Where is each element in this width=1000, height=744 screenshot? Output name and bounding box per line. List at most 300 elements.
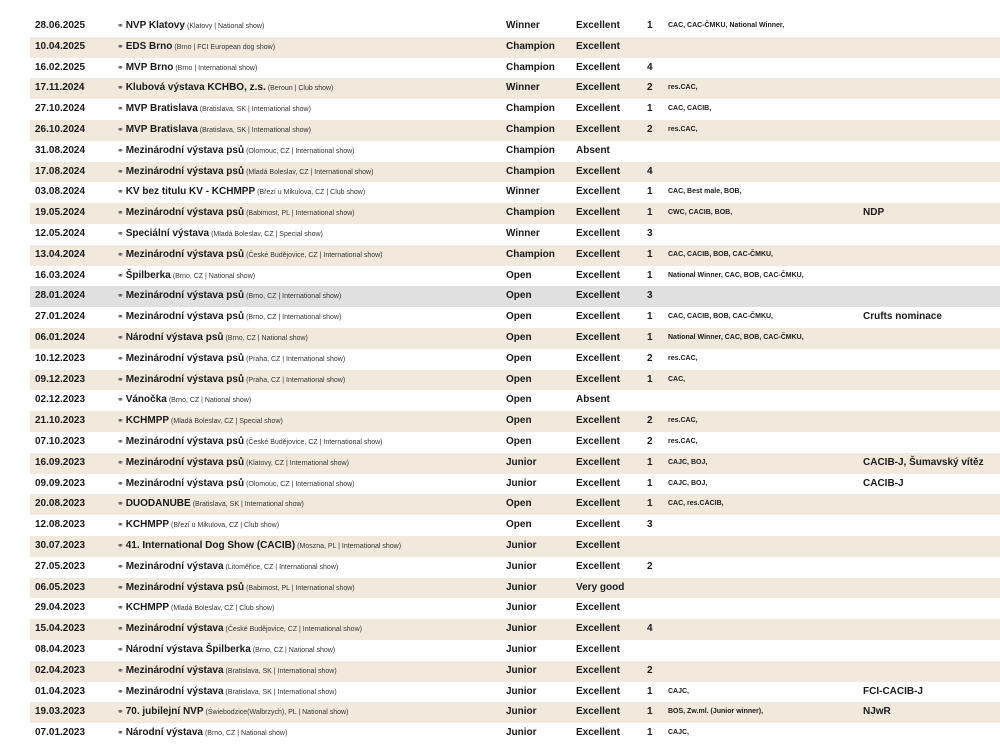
table-row [30, 37, 1000, 58]
link-icon[interactable]: ⚭ [117, 41, 123, 51]
show-name-link[interactable]: Mezinárodní výstava psů [125, 290, 245, 302]
rating-label: Absent [576, 144, 610, 156]
link-icon[interactable]: ⚭ [117, 582, 123, 592]
show-date: 06.05.2023 [35, 581, 86, 593]
show-cell [117, 474, 502, 495]
show-date: 09.12.2023 [35, 373, 86, 385]
table-row [30, 328, 1000, 349]
show-name-link[interactable]: KCHMPP [125, 519, 170, 531]
rating-label: Excellent [576, 20, 620, 31]
show-date: 06.01.2024 [35, 331, 86, 343]
table-row [30, 661, 1000, 682]
class-label: Champion [506, 165, 555, 177]
titles-awarded: National Winner, CAC, BOB, CAC-ČMKU, [668, 271, 804, 279]
show-location-type: (Brno, CZ | National show) [168, 397, 252, 405]
link-icon[interactable]: ⚭ [117, 291, 123, 301]
link-icon[interactable]: ⚭ [117, 395, 123, 405]
show-cell [117, 78, 502, 99]
titles-awarded: res.CAC, [668, 354, 698, 362]
show-name-link[interactable]: Mezinárodní výstava psů [125, 165, 245, 177]
show-name-link[interactable]: Mezinárodní výstava psů [125, 435, 245, 447]
show-cell [117, 349, 502, 370]
class-label: Champion [506, 123, 555, 135]
link-icon[interactable]: ⚭ [117, 228, 123, 238]
placement: 1 [647, 456, 653, 468]
show-location-type: (Klatovy, CZ | International show) [246, 459, 349, 467]
show-cell [117, 702, 502, 723]
show-cell [117, 494, 502, 515]
class-label: Junior [506, 664, 537, 676]
table-row [30, 682, 1000, 703]
class-label: Junior [506, 706, 537, 718]
show-location-type: (Bratislava, SK | International show) [192, 501, 304, 509]
class-label: Open [506, 269, 532, 281]
rating-label: Very good [576, 581, 625, 593]
link-icon[interactable]: ⚭ [117, 166, 123, 176]
show-date: 07.01.2023 [35, 727, 86, 739]
class-label: Open [506, 352, 532, 364]
class-label: Junior [506, 539, 537, 551]
show-name-link[interactable]: Mezinárodní výstava psů [125, 581, 245, 593]
table-row [30, 370, 1000, 391]
table-row [30, 536, 1000, 557]
show-name-link[interactable]: Mezinárodní výstava psů [125, 477, 245, 489]
show-cell [117, 640, 502, 661]
show-cell [117, 203, 502, 224]
class-label: Open [506, 435, 532, 447]
rating-label: Excellent [576, 290, 620, 302]
table-row [30, 432, 1000, 453]
link-icon[interactable]: ⚭ [117, 21, 123, 30]
class-label: Open [506, 519, 532, 531]
titles-awarded: CAJC, [668, 729, 690, 737]
show-location-type: (Brno, CZ | International show) [246, 314, 342, 322]
link-icon[interactable]: ⚭ [117, 686, 123, 696]
show-cell [117, 182, 502, 203]
table-row [30, 702, 1000, 723]
table-row [30, 58, 1000, 79]
rating-label: Excellent [576, 560, 620, 572]
show-date: 17.08.2024 [35, 165, 86, 177]
link-icon[interactable]: ⚭ [117, 478, 123, 488]
class-label: Winner [506, 186, 540, 198]
placement: 2 [647, 415, 653, 427]
rating-label: Excellent [576, 539, 620, 551]
table-row [30, 141, 1000, 162]
class-label: Junior [506, 477, 537, 489]
show-name-link[interactable]: Mezinárodní výstava [125, 623, 224, 635]
rating-label: Excellent [576, 623, 620, 635]
show-cell [117, 536, 502, 557]
show-date: 28.01.2024 [35, 290, 86, 302]
rating-label: Excellent [576, 123, 620, 135]
link-icon[interactable]: ⚭ [117, 499, 123, 509]
rating-label: Excellent [576, 165, 620, 177]
show-cell [117, 411, 502, 432]
link-icon[interactable]: ⚭ [117, 707, 123, 717]
show-date: 27.01.2024 [35, 311, 86, 323]
show-cell [117, 515, 502, 536]
titles-awarded: CAJC, BOJ, [668, 479, 708, 487]
special-award: NJwR [863, 706, 891, 718]
link-icon[interactable]: ⚭ [117, 374, 123, 384]
show-location-type: (Mladá Boleslav, CZ | Special show) [211, 230, 323, 238]
show-name-link[interactable]: Mezinárodní výstava [125, 664, 224, 676]
placement: 3 [647, 227, 653, 239]
show-cell [117, 99, 502, 120]
table-row [30, 453, 1000, 474]
class-label: Junior [506, 727, 537, 739]
titles-awarded: res.CAC, [668, 84, 698, 92]
show-location-type: (Babimost, PL | International show) [246, 210, 355, 218]
show-name-link[interactable]: Mezinárodní výstava psů [125, 373, 245, 385]
class-label: Junior [506, 623, 537, 635]
placement: 4 [647, 61, 653, 73]
show-date: 10.04.2025 [35, 40, 86, 52]
show-location-type: (České Budějovice, CZ | International show) [246, 251, 383, 259]
titles-awarded: CAC, res.CACIB, [668, 500, 724, 508]
show-name-link[interactable]: MVP Bratislava [125, 123, 198, 135]
show-name-link[interactable]: Klubová výstava KCHBO, z.s. [125, 82, 266, 94]
link-icon[interactable]: ⚭ [117, 124, 123, 134]
show-cell [117, 37, 502, 58]
show-name-link[interactable]: Mezinárodní výstava psů [125, 207, 245, 219]
show-location-type: (Brno | FCI European dog show) [174, 43, 276, 51]
table-row [30, 266, 1000, 287]
show-name-link[interactable]: Národní výstava psů [125, 331, 224, 343]
show-date: 26.10.2024 [35, 123, 86, 135]
rating-label: Excellent [576, 415, 620, 427]
show-date: 17.11.2024 [35, 82, 85, 94]
show-date: 12.05.2024 [35, 227, 86, 239]
link-icon[interactable]: ⚭ [117, 644, 123, 654]
table-row [30, 224, 1000, 245]
link-icon[interactable]: ⚭ [117, 208, 123, 218]
placement: 2 [647, 123, 653, 135]
link-icon[interactable]: ⚭ [117, 83, 123, 93]
link-icon[interactable]: ⚭ [117, 436, 123, 446]
placement: 1 [647, 20, 653, 31]
link-icon[interactable]: ⚭ [117, 353, 123, 363]
show-name-link[interactable]: Speciální výstava [125, 227, 210, 239]
placement: 2 [647, 82, 653, 94]
show-location-type: (Bratislava, SK | International show) [225, 688, 337, 696]
link-icon[interactable]: ⚭ [117, 249, 123, 259]
show-name-link[interactable]: 41. International Dog Show (CACIB) [125, 539, 296, 551]
show-date: 19.05.2024 [35, 207, 86, 219]
link-icon[interactable]: ⚭ [117, 728, 123, 738]
link-icon[interactable]: ⚭ [117, 187, 123, 197]
show-location-type: (Mladá Boleslav, CZ | Special show) [171, 418, 283, 426]
rating-label: Absent [576, 394, 610, 406]
link-icon[interactable]: ⚭ [117, 145, 123, 155]
class-label: Open [506, 394, 532, 406]
show-location-type: (Březí u Mikulova, CZ | Club show) [257, 189, 366, 197]
show-name-link[interactable]: MVP Bratislava [125, 103, 198, 115]
show-location-type: (Litoměřice, CZ | International show) [225, 563, 339, 571]
rating-label: Excellent [576, 248, 620, 260]
rating-label: Excellent [576, 602, 620, 614]
class-label: Junior [506, 581, 537, 593]
special-award: Crufts nominace [863, 311, 942, 323]
show-date: 15.04.2023 [35, 623, 86, 635]
show-location-type: (Beroun | Club show) [267, 85, 334, 93]
show-date: 16.02.2025 [35, 61, 86, 73]
titles-awarded: CWC, CACIB, BOB, [668, 209, 733, 217]
link-icon[interactable]: ⚭ [117, 603, 123, 613]
link-icon[interactable]: ⚭ [117, 540, 123, 550]
show-name-link[interactable]: Národní výstava [125, 727, 203, 739]
class-label: Open [506, 290, 532, 302]
table-row [30, 557, 1000, 578]
placement: 1 [647, 727, 653, 739]
link-icon[interactable]: ⚭ [117, 416, 123, 426]
rating-label: Excellent [576, 82, 620, 94]
show-date: 07.10.2023 [35, 435, 86, 447]
table-row [30, 349, 1000, 370]
table-row [30, 182, 1000, 203]
show-date: 02.12.2023 [35, 394, 86, 406]
show-location-type: (Olomouc, CZ | International show) [246, 147, 355, 155]
placement: 2 [647, 664, 653, 676]
rating-label: Excellent [576, 227, 620, 239]
titles-awarded: CAC, CAC-ČMKU, National Winner, [668, 22, 785, 29]
show-date: 01.04.2023 [35, 685, 86, 697]
class-label: Junior [506, 602, 537, 614]
rating-label: Excellent [576, 61, 620, 73]
show-location-type: (České Budějovice, CZ | International show) [246, 438, 383, 446]
show-location-type: (Klatovy | National show) [187, 23, 265, 30]
class-label: Champion [506, 248, 555, 260]
placement: 2 [647, 352, 653, 364]
show-location-type: (Bratislava, SK | International show) [199, 126, 311, 134]
link-icon[interactable]: ⚭ [117, 270, 123, 280]
show-name-link[interactable]: Mezinárodní výstava psů [125, 248, 245, 260]
class-label: Open [506, 331, 532, 343]
titles-awarded: CAC, CACIB, BOB, CAC-ČMKU, [668, 250, 773, 258]
placement: 3 [647, 290, 653, 302]
rating-label: Excellent [576, 40, 620, 52]
rating-label: Excellent [576, 331, 620, 343]
table-row [30, 640, 1000, 661]
show-date: 09.09.2023 [35, 477, 86, 489]
placement: 1 [647, 248, 653, 260]
link-icon[interactable]: ⚭ [117, 624, 123, 634]
rating-label: Excellent [576, 311, 620, 323]
titles-awarded: National Winner, CAC, BOB, CAC-ČMKU, [668, 333, 804, 341]
show-location-type: (Bratislava, SK | International show) [199, 106, 311, 114]
placement: 2 [647, 560, 653, 572]
show-name-link[interactable]: Mezinárodní výstava psů [125, 144, 245, 156]
show-results-table [30, 16, 1000, 744]
titles-awarded: res.CAC, [668, 417, 698, 425]
titles-awarded: CAC, [668, 375, 686, 383]
rating-label: Excellent [576, 435, 620, 447]
class-label: Open [506, 415, 532, 427]
show-cell [117, 682, 502, 703]
table-row [30, 203, 1000, 224]
placement: 1 [647, 498, 653, 510]
show-date: 08.04.2023 [35, 643, 86, 655]
class-label: Junior [506, 643, 537, 655]
class-label: Champion [506, 103, 555, 115]
class-label: Champion [506, 144, 555, 156]
show-location-type: (Brno, CZ | National show) [204, 730, 288, 738]
show-location-type: (Brno, CZ | National show) [172, 272, 256, 280]
special-award: CACIB-J, Šumavský vítěz [863, 456, 984, 468]
show-cell [117, 245, 502, 266]
table-row [30, 515, 1000, 536]
special-award: NDP [863, 207, 885, 219]
table-row [30, 307, 1000, 328]
show-location-type: (Mladá Boleslav, CZ | International show) [246, 168, 374, 176]
class-label: Open [506, 373, 532, 385]
table-row [30, 723, 1000, 744]
show-cell [117, 162, 502, 183]
show-name-link[interactable]: Vánočka [125, 394, 167, 406]
show-name-link[interactable]: Mezinárodní výstava psů [125, 456, 245, 468]
placement: 1 [647, 269, 653, 281]
placement: 1 [647, 207, 653, 219]
show-date: 19.03.2023 [35, 706, 86, 718]
show-name-link[interactable]: Špilberka [125, 269, 171, 281]
rating-label: Excellent [576, 186, 620, 198]
placement: 1 [647, 103, 653, 115]
table-row [30, 598, 1000, 619]
special-award: CACIB-J [863, 477, 904, 489]
show-location-type: (Świebodzice(Walbrzych), PL | National show) [205, 709, 349, 717]
show-location-type: (Moszna, PL | International show) [297, 542, 402, 550]
show-date: 30.07.2023 [35, 539, 86, 551]
table-row [30, 411, 1000, 432]
show-cell [117, 141, 502, 162]
show-name-link[interactable]: KCHMPP [125, 602, 170, 614]
placement: 3 [647, 519, 653, 531]
placement: 1 [647, 685, 653, 697]
titles-awarded: CAC, CACIB, [668, 105, 712, 113]
show-location-type: (Brno, CZ | National show) [252, 646, 336, 654]
show-date: 16.09.2023 [35, 456, 86, 468]
show-cell [117, 619, 502, 640]
placement: 1 [647, 706, 653, 718]
rating-label: Excellent [576, 664, 620, 676]
link-icon[interactable]: ⚭ [117, 104, 123, 114]
show-cell [117, 432, 502, 453]
show-name-link[interactable]: Mezinárodní výstava psů [125, 311, 245, 323]
class-label: Champion [506, 40, 555, 52]
table-row [30, 120, 1000, 141]
show-cell [117, 16, 502, 37]
table-row [30, 245, 1000, 266]
show-date: 31.08.2024 [35, 144, 86, 156]
show-name-link[interactable]: 70. jubilejní NVP [125, 706, 204, 718]
show-date: 16.03.2024 [35, 269, 86, 281]
show-cell [117, 661, 502, 682]
show-name-link[interactable]: Mezinárodní výstava psů [125, 352, 245, 364]
show-name-link[interactable]: DUODANUBE [125, 498, 191, 510]
link-icon[interactable]: ⚭ [117, 457, 123, 467]
placement: 1 [647, 331, 653, 343]
table-row [30, 78, 1000, 99]
rating-label: Excellent [576, 477, 620, 489]
titles-awarded: BOS, Zw.ml. (Junior winner), [668, 708, 764, 716]
show-cell [117, 120, 502, 141]
rating-label: Excellent [576, 207, 620, 219]
show-name-link[interactable]: NVP Klatovy [125, 20, 185, 31]
rating-label: Excellent [576, 269, 620, 281]
table-row [30, 494, 1000, 515]
show-cell [117, 578, 502, 599]
show-location-type: (Praha, CZ | International show) [246, 376, 346, 384]
show-location-type: (Olomouc, CZ | International show) [246, 480, 355, 488]
table-row [30, 619, 1000, 640]
rating-label: Excellent [576, 685, 620, 697]
rating-label: Excellent [576, 373, 620, 385]
class-label: Open [506, 498, 532, 510]
show-cell [117, 557, 502, 578]
show-date: 10.12.2023 [35, 352, 86, 364]
link-icon[interactable]: ⚭ [117, 312, 123, 322]
show-name-link[interactable]: KCHMPP [125, 415, 170, 427]
show-location-type: (Mladá Boleslav, CZ | Club show) [171, 605, 275, 613]
link-icon[interactable]: ⚭ [117, 665, 123, 675]
show-location-type: (Bratislava, SK | International show) [225, 667, 337, 675]
show-date: 27.10.2024 [35, 103, 86, 115]
show-location-type: (Březí u Mikulova, CZ | Club show) [171, 522, 280, 530]
show-date: 27.05.2023 [35, 560, 86, 572]
show-cell [117, 328, 502, 349]
show-cell [117, 58, 502, 79]
link-icon[interactable]: ⚭ [117, 62, 123, 72]
show-name-link[interactable]: KV bez titulu KV - KCHMPP [125, 186, 256, 198]
class-label: Junior [506, 456, 537, 468]
titles-awarded: CAJC, [668, 687, 690, 695]
rating-label: Excellent [576, 498, 620, 510]
link-icon[interactable]: ⚭ [117, 520, 123, 530]
rating-label: Excellent [576, 706, 620, 718]
table-row [30, 162, 1000, 183]
show-name-link[interactable]: Národní výstava Špilberka [125, 643, 251, 655]
show-location-type: (Brno | International show) [175, 64, 258, 72]
placement: 1 [647, 186, 653, 198]
show-name-link[interactable]: MVP Brno [125, 61, 174, 73]
table-row [30, 99, 1000, 120]
show-name-link[interactable]: EDS Brno [125, 40, 173, 52]
rating-label: Excellent [576, 727, 620, 739]
show-cell [117, 266, 502, 287]
show-location-type: (Brno, CZ | National show) [225, 334, 308, 342]
table-row [30, 286, 1000, 307]
rating-label: Excellent [576, 519, 620, 531]
show-date: 12.08.2023 [35, 519, 86, 531]
placement: 2 [647, 435, 653, 447]
placement: 4 [647, 165, 653, 177]
link-icon[interactable]: ⚭ [117, 561, 123, 571]
rating-label: Excellent [576, 643, 620, 655]
show-name-link[interactable]: Mezinárodní výstava [125, 560, 224, 572]
titles-awarded: res.CAC, [668, 125, 698, 133]
titles-awarded: CAC, Best male, BOB, [668, 188, 742, 196]
class-label: Winner [506, 227, 540, 239]
table-row [30, 578, 1000, 599]
show-name-link[interactable]: Mezinárodní výstava [125, 685, 224, 697]
show-cell [117, 723, 502, 744]
show-date: 29.04.2023 [35, 602, 86, 614]
table-row [30, 474, 1000, 495]
show-date: 13.04.2024 [35, 248, 86, 260]
link-icon[interactable]: ⚭ [117, 332, 123, 342]
class-label: Junior [506, 560, 537, 572]
